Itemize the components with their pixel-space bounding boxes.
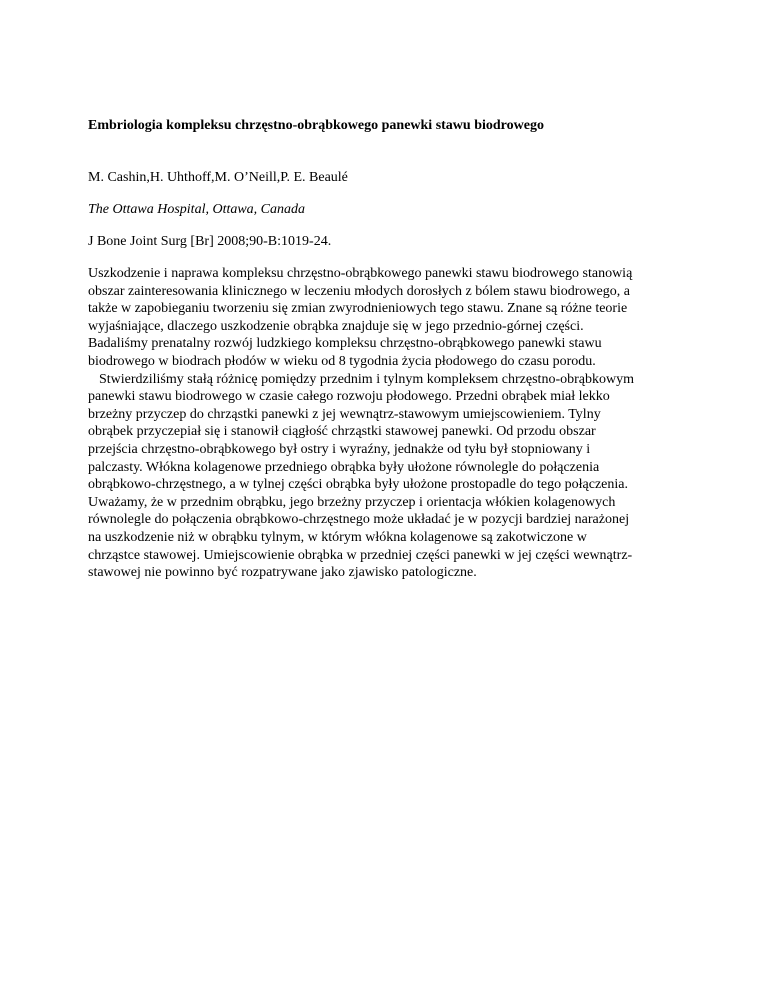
abstract-line: stawowej nie powinno być rozpatrywane jako zjawisko patologiczne. <box>88 565 477 581</box>
article-title: Embriologia kompleksu chrzęstno-obrąbkowego panewki stawu biodrowego <box>88 118 544 133</box>
article-citation: J Bone Joint Surg [Br] 2008;90-B:1019-24. <box>88 234 332 249</box>
abstract-line: równolegle do połączenia obrąbkowo-chrzęstnego może układać je w pozycji bardziej narażonej <box>88 512 630 528</box>
abstract-line: panewki stawu biodrowego w czasie całego rozwoju płodowego. Przedni obrąbek miał lekko <box>88 389 610 405</box>
abstract-line: także w zapobieganiu tworzeniu się zmian zwyrodnieniowych tego stawu. Znane są różne teorie <box>88 301 628 317</box>
abstract-line: biodrowego w biodrach płodów w wieku od 8 tygodnia życia płodowego do czasu porodu. <box>88 353 596 369</box>
abstract-line: Stwierdziliśmy stałą różnicę pomiędzy przednim i tylnym kompleksem chrzęstno-obrąbkowym <box>99 371 634 387</box>
abstract-line: palczasty. Włókna kolagenowe przedniego obrąbka były ułożone równolegle do połączenia <box>88 459 600 475</box>
abstract-line: obszar zainteresowania klinicznego w leczeniu młodych dorosłych z bólem stawu biodrowego, a <box>88 283 630 299</box>
abstract-line: Badaliśmy prenatalny rozwój ludzkiego kompleksu chrzęstno-obrąbkowego panewki stawu <box>88 336 602 352</box>
abstract-line: chrząstce stawowej. Umiejscowienie obrąbka w przedniej części panewki w jej części wewnątrz- <box>88 547 633 563</box>
abstract-line: na uszkodzenie niż w obrąbku tylnym, w którym włókna kolagenowe są zakotwiczone w <box>88 529 587 545</box>
abstract-line: obrąbek przyczepiał się i stanowił ciągłość chrząstki stawowej panewki. Od przodu obszar <box>88 424 596 440</box>
article-abstract <box>88 265 688 582</box>
article-affiliation: The Ottawa Hospital, Ottawa, Canada <box>88 202 306 217</box>
abstract-line: Uważamy, że w przednim obrąbku, jego brzeżny przyczep i orientacja włókien kolagenowych <box>88 494 616 510</box>
abstract-line: Uszkodzenie i naprawa kompleksu chrzęstno-obrąbkowego panewki stawu biodrowego stanowią <box>88 266 633 281</box>
abstract-line: obrąbkowo-chrzęstnego, a w tylnej części obrąbka były ułożone prostopadle do tego połączenia. <box>88 477 628 493</box>
abstract-line: przejścia chrzęstno-obrąbkowego był ostry i wyraźny, jednakże od tyłu był stopniowany i <box>88 441 591 457</box>
article-authors: M. Cashin,H. Uhthoff,M. O’Neill,P. E. Beaulé <box>88 170 348 185</box>
abstract-line: brzeżny przyczep do chrząstki panewki z jej wewnątrz-stawowym umiejscowieniem. Tylny <box>88 406 601 422</box>
abstract-line: wyjaśniające, dlaczego uszkodzenie obrąbka znajduje się w jego przednio-górnej części. <box>88 318 584 334</box>
